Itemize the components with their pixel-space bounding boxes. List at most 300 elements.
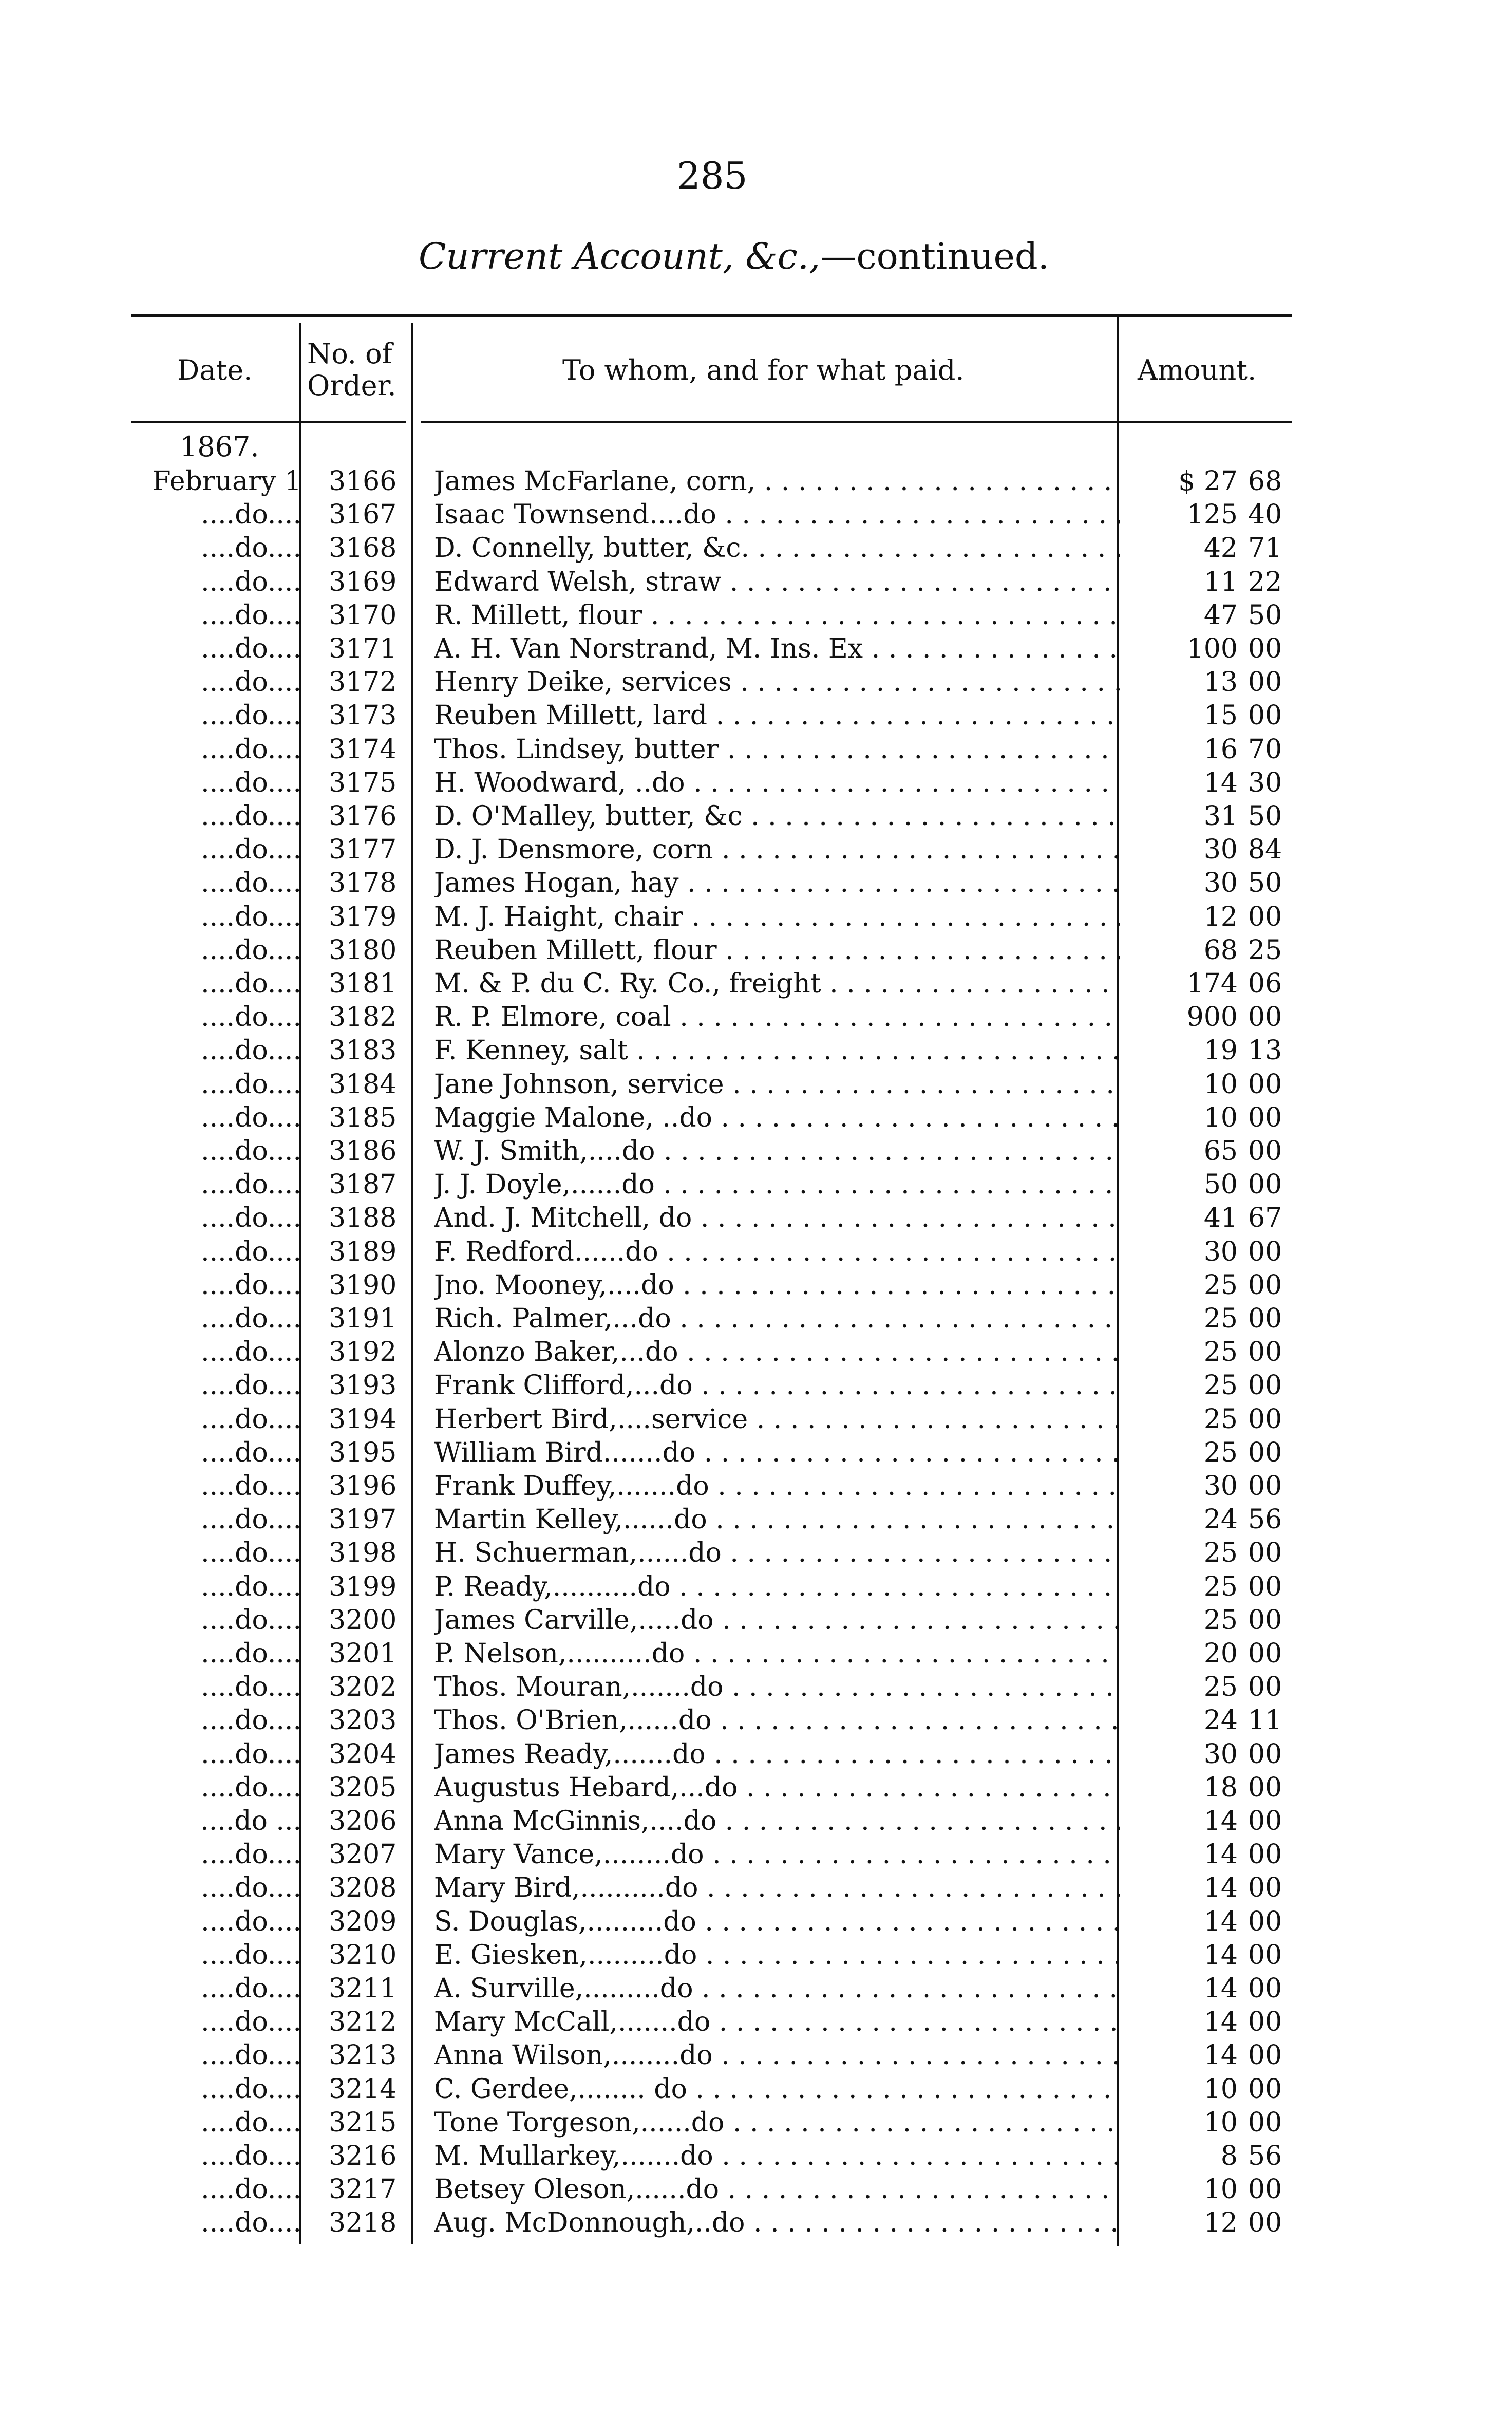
row-date: ....do.... <box>201 1872 301 1904</box>
row-amount-dollars: 25 <box>1203 1604 1238 1636</box>
row-order-number: 3184 <box>329 1069 397 1100</box>
row-amount-cents: 00 <box>1248 2174 1282 2205</box>
row-order-number: 3215 <box>329 2107 397 2138</box>
header-order-line1: No. of <box>307 338 392 370</box>
header-underline-left <box>131 421 406 423</box>
table-row <box>0 934 1512 967</box>
row-date: February 1 <box>152 466 301 497</box>
row-date: ....do.... <box>201 667 301 698</box>
row-payee: A. H. Van Norstrand, M. Ins. Ex . . . <box>434 632 1120 666</box>
row-amount-dollars: 47 <box>1203 600 1238 631</box>
table-row <box>0 1068 1512 1101</box>
row-order-number: 3210 <box>329 1939 397 1971</box>
row-payee: Betsey Oleson,......do . . . <box>434 2173 1120 2206</box>
row-amount-dollars: $ 27 <box>1178 466 1238 497</box>
row-payee: R. P. Elmore, coal . . . <box>434 1001 1120 1034</box>
row-amount-dollars: 10 <box>1203 2073 1238 2105</box>
row-date: ....do.... <box>201 1403 301 1435</box>
table-row <box>0 833 1512 867</box>
table-row <box>0 1168 1512 1202</box>
row-amount-cents: 13 <box>1248 1035 1282 1066</box>
row-payee: Mary Vance,........do . . . <box>434 1838 1120 1871</box>
row-payee: D. O'Malley, butter, &c . . . <box>434 800 1120 833</box>
row-order-number: 3181 <box>329 968 397 999</box>
row-amount-dollars: 10 <box>1203 2174 1238 2205</box>
table-row <box>0 1436 1512 1470</box>
row-date: ....do.... <box>201 1738 301 1770</box>
table-row <box>0 2140 1512 2173</box>
row-payee: Mary Bird,..........do . . . <box>434 1871 1120 1905</box>
row-payee: And. J. Mitchell, do . . . <box>434 1202 1120 1235</box>
row-date: ....do.... <box>201 1839 301 1870</box>
row-date: ....do.... <box>201 1370 301 1401</box>
row-date: ....do.... <box>201 1906 301 1937</box>
row-amount-cents: 00 <box>1248 700 1282 732</box>
table-row <box>0 599 1512 632</box>
row-amount-cents: 00 <box>1248 1872 1282 1904</box>
table-row <box>0 1235 1512 1269</box>
row-order-number: 3171 <box>329 633 397 664</box>
row-payee: Maggie Malone, ..do . . . <box>434 1101 1120 1135</box>
row-date: ....do.... <box>201 734 301 765</box>
row-amount-dollars: 14 <box>1203 1939 1238 1971</box>
row-amount-dollars: 30 <box>1203 868 1238 899</box>
row-amount-dollars: 8 <box>1220 2141 1238 2171</box>
table-row <box>0 532 1512 565</box>
row-date: ....do.... <box>201 868 301 899</box>
header-order-line2: Order. <box>307 369 396 402</box>
row-amount-dollars: 25 <box>1203 1571 1238 1602</box>
row-amount-cents: 00 <box>1248 1136 1282 1167</box>
row-amount-cents: 00 <box>1248 1303 1282 1334</box>
row-amount-cents: 06 <box>1248 968 1282 999</box>
row-order-number: 3186 <box>329 1136 397 1167</box>
table-row <box>0 1403 1512 1436</box>
row-order-number: 3212 <box>329 2007 397 2038</box>
row-amount-cents: 56 <box>1248 1504 1282 1535</box>
row-amount-dollars: 14 <box>1203 2007 1238 2038</box>
row-date: ....do.... <box>201 600 301 631</box>
row-amount-cents: 00 <box>1248 1638 1282 1669</box>
row-payee: Edward Welsh, straw . . . <box>434 566 1120 599</box>
table-row <box>0 1604 1512 1637</box>
row-payee: James Hogan, hay . . . <box>434 867 1120 900</box>
row-payee: J. J. Doyle,......do . . . <box>434 1168 1120 1202</box>
row-amount-cents: 00 <box>1248 1370 1282 1401</box>
row-payee: Reuben Millett, lard . . . <box>434 699 1120 733</box>
row-amount-cents: 00 <box>1248 1772 1282 1803</box>
table-row <box>0 1704 1512 1737</box>
row-amount-dollars: 18 <box>1203 1772 1238 1803</box>
row-order-number: 3192 <box>329 1337 397 1368</box>
table-row <box>0 1202 1512 1235</box>
page-number: 285 <box>677 154 748 197</box>
table-row <box>0 1771 1512 1805</box>
row-amount-dollars: 10 <box>1203 1102 1238 1133</box>
table-row <box>0 1972 1512 2006</box>
table-row <box>0 1135 1512 1168</box>
row-amount-cents: 00 <box>1248 1337 1282 1368</box>
table-row <box>0 800 1512 833</box>
row-date: ....do.... <box>201 934 301 966</box>
row-amount-dollars: 30 <box>1203 1471 1238 1502</box>
table-row <box>0 1738 1512 1771</box>
row-payee: H. Schuerman,......do . . . <box>434 1537 1120 1570</box>
row-amount-dollars: 20 <box>1203 1638 1238 1669</box>
row-payee: James McFarlane, corn, . . . <box>434 465 1120 498</box>
row-order-number: 3170 <box>329 600 397 631</box>
row-date: ....do.... <box>201 1939 301 1971</box>
row-amount-dollars: 14 <box>1203 1973 1238 2004</box>
row-payee: F. Kenney, salt . . . <box>434 1034 1120 1067</box>
row-payee: D. J. Densmore, corn . . . <box>434 833 1120 867</box>
table-row <box>0 1369 1512 1402</box>
table-row <box>0 766 1512 800</box>
row-amount-dollars: 24 <box>1203 1504 1238 1535</box>
row-order-number: 3198 <box>329 1538 397 1569</box>
row-date: ....do.... <box>201 1303 301 1334</box>
page-title-continued: —continued. <box>820 235 1049 277</box>
row-date: ....do.... <box>201 566 301 597</box>
row-amount-cents: 00 <box>1248 1738 1282 1770</box>
table-row <box>0 1470 1512 1503</box>
row-order-number: 3201 <box>329 1638 397 1669</box>
row-amount-cents: 00 <box>1248 633 1282 664</box>
row-date: ....do.... <box>201 1102 301 1133</box>
page-title-italic: Current Account, &c., <box>419 235 821 277</box>
table-row <box>0 1001 1512 1034</box>
row-order-number: 3180 <box>329 934 397 966</box>
row-amount-cents: 00 <box>1248 1939 1282 1971</box>
header-payee: To whom, and for what paid. <box>562 354 965 386</box>
row-order-number: 3209 <box>329 1906 397 1937</box>
table-row <box>0 465 1512 498</box>
row-order-number: 3187 <box>329 1169 397 1201</box>
row-payee: E. Giesken,.........do . . . <box>434 1939 1120 1972</box>
table-row <box>0 1570 1512 1604</box>
table-row <box>0 1302 1512 1336</box>
row-amount-cents: 22 <box>1248 566 1282 597</box>
row-date: ....do.... <box>201 2174 301 2205</box>
table-row <box>0 901 1512 934</box>
table-row <box>0 1838 1512 1871</box>
row-order-number: 3185 <box>329 1102 397 1133</box>
row-order-number: 3182 <box>329 1002 397 1033</box>
row-amount-dollars: 125 <box>1186 499 1238 531</box>
row-payee: Reuben Millett, flour . . . <box>434 934 1120 967</box>
row-date: ....do.... <box>201 633 301 664</box>
row-payee: P. Nelson,..........do . . . <box>434 1637 1120 1671</box>
row-date: ....do.... <box>201 1672 301 1703</box>
row-order-number: 3166 <box>329 466 397 497</box>
row-order-number: 3177 <box>329 834 397 866</box>
table-row <box>0 967 1512 1001</box>
row-date: ....do.... <box>201 1471 301 1502</box>
row-amount-cents: 00 <box>1248 1571 1282 1602</box>
row-amount-dollars: 41 <box>1203 1203 1238 1234</box>
table-row <box>0 632 1512 666</box>
row-date: ....do.... <box>201 1705 301 1736</box>
row-payee: Herbert Bird,....service . . . <box>434 1403 1120 1436</box>
row-order-number: 3199 <box>329 1571 397 1602</box>
row-date: ....do.... <box>201 1504 301 1535</box>
row-order-number: 3167 <box>329 499 397 531</box>
row-amount-cents: 84 <box>1248 834 1282 866</box>
row-order-number: 3217 <box>329 2174 397 2205</box>
table-row <box>0 2006 1512 2039</box>
row-order-number: 3193 <box>329 1370 397 1401</box>
row-amount-dollars: 30 <box>1203 1738 1238 1770</box>
row-amount-dollars: 14 <box>1203 1906 1238 1937</box>
row-payee: Mary McCall,.......do . . . <box>434 2006 1120 2039</box>
row-payee: Isaac Townsend....do . . . <box>434 498 1120 532</box>
row-date: ....do.... <box>201 1337 301 1368</box>
row-order-number: 3207 <box>329 1839 397 1870</box>
row-amount-cents: 00 <box>1248 667 1282 698</box>
row-payee: M. Mullarkey,.......do . . . <box>434 2140 1120 2173</box>
row-amount-cents: 50 <box>1248 868 1282 899</box>
row-amount-dollars: 900 <box>1186 1002 1238 1033</box>
header-amount: Amount. <box>1138 354 1257 386</box>
row-amount-cents: 00 <box>1248 901 1282 932</box>
table-row <box>0 2173 1512 2206</box>
row-date: ....do.... <box>201 2141 301 2171</box>
table-row <box>0 1871 1512 1905</box>
row-order-number: 3172 <box>329 667 397 698</box>
row-date: ....do.... <box>201 2207 301 2239</box>
row-amount-cents: 00 <box>1248 1806 1282 1837</box>
row-amount-cents: 00 <box>1248 1269 1282 1301</box>
row-order-number: 3195 <box>329 1437 397 1468</box>
row-amount-cents: 00 <box>1248 1839 1282 1870</box>
row-date: ....do.... <box>201 801 301 832</box>
row-payee: Anna Wilson,........do . . . <box>434 2039 1120 2072</box>
row-payee: Jane Johnson, service . . . <box>434 1068 1120 1101</box>
row-order-number: 3176 <box>329 801 397 832</box>
row-date: ....do.... <box>201 1069 301 1100</box>
table-row <box>0 867 1512 900</box>
row-date: ....do.... <box>201 1269 301 1301</box>
row-order-number: 3203 <box>329 1705 397 1736</box>
row-amount-dollars: 25 <box>1203 1370 1238 1401</box>
table-row <box>0 2073 1512 2106</box>
row-date: ....do.... <box>201 2007 301 2038</box>
row-order-number: 3178 <box>329 868 397 899</box>
table-row <box>0 1336 1512 1369</box>
row-amount-cents: 00 <box>1248 1403 1282 1435</box>
row-amount-cents: 30 <box>1248 767 1282 798</box>
row-order-number: 3208 <box>329 1872 397 1904</box>
row-amount-cents: 00 <box>1248 1604 1282 1636</box>
row-order-number: 3211 <box>329 1973 397 2004</box>
row-amount-cents: 00 <box>1248 1236 1282 1267</box>
row-amount-dollars: 30 <box>1203 1236 1238 1267</box>
row-payee: W. J. Smith,....do . . . <box>434 1135 1120 1168</box>
row-payee: James Ready,.......do . . . <box>434 1738 1120 1771</box>
row-payee: William Bird.......do . . . <box>434 1436 1120 1470</box>
row-order-number: 3189 <box>329 1236 397 1267</box>
page-title <box>419 235 1049 277</box>
row-amount-cents: 00 <box>1248 1437 1282 1468</box>
row-date: ....do.... <box>201 834 301 866</box>
row-date: ....do.... <box>201 1035 301 1066</box>
row-date: ....do.... <box>201 1571 301 1602</box>
row-amount-cents: 70 <box>1248 734 1282 765</box>
row-order-number: 3214 <box>329 2073 397 2105</box>
row-payee: Anna McGinnis,....do . . . <box>434 1805 1120 1838</box>
row-amount-dollars: 14 <box>1203 767 1238 798</box>
row-amount-cents: 00 <box>1248 2207 1282 2239</box>
row-order-number: 3191 <box>329 1303 397 1334</box>
year-label: 1867. <box>180 430 259 463</box>
row-amount-cents: 40 <box>1248 499 1282 531</box>
row-date: ....do.... <box>201 2107 301 2138</box>
table-row <box>0 498 1512 532</box>
table-row <box>0 1269 1512 1302</box>
row-date: ....do.... <box>201 1203 301 1234</box>
header-underline-right <box>421 421 1292 423</box>
row-amount-dollars: 25 <box>1203 1403 1238 1435</box>
table-row <box>0 1905 1512 1939</box>
header-date: Date. <box>177 354 253 386</box>
row-date: ....do.... <box>201 968 301 999</box>
table-row <box>0 2206 1512 2240</box>
row-payee: M. J. Haight, chair . . . <box>434 901 1120 934</box>
row-date: ....do.... <box>201 1973 301 2004</box>
row-amount-dollars: 15 <box>1203 700 1238 732</box>
table-row <box>0 666 1512 699</box>
row-order-number: 3216 <box>329 2141 397 2171</box>
row-amount-cents: 25 <box>1248 934 1282 966</box>
row-amount-dollars: 42 <box>1203 533 1238 564</box>
row-amount-cents: 00 <box>1248 1973 1282 2004</box>
row-amount-cents: 00 <box>1248 1002 1282 1033</box>
row-date: ....do.... <box>201 499 301 531</box>
row-payee: Thos. Lindsey, butter . . . <box>434 733 1120 766</box>
row-amount-dollars: 25 <box>1203 1269 1238 1301</box>
row-order-number: 3196 <box>329 1471 397 1502</box>
row-date: ....do.... <box>201 1538 301 1569</box>
row-amount-dollars: 19 <box>1203 1035 1238 1066</box>
row-amount-cents: 00 <box>1248 1069 1282 1100</box>
row-date: ....do.... <box>201 901 301 932</box>
row-amount-dollars: 25 <box>1203 1538 1238 1569</box>
row-order-number: 3168 <box>329 533 397 564</box>
row-amount-dollars: 100 <box>1186 633 1238 664</box>
row-order-number: 3205 <box>329 1772 397 1803</box>
row-amount-dollars: 14 <box>1203 1806 1238 1837</box>
row-payee: H. Woodward, ..do . . . <box>434 766 1120 800</box>
row-amount-cents: 00 <box>1248 1538 1282 1569</box>
row-payee: F. Redford......do . . . <box>434 1235 1120 1269</box>
row-date: ....do.... <box>201 700 301 732</box>
row-payee: Aug. McDonnough,..do . . . <box>434 2206 1120 2240</box>
row-amount-cents: 50 <box>1248 600 1282 631</box>
row-date: ....do.... <box>201 1638 301 1669</box>
row-amount-dollars: 10 <box>1203 2107 1238 2138</box>
row-order-number: 3175 <box>329 767 397 798</box>
row-payee: Frank Clifford,...do . . . <box>434 1369 1120 1402</box>
row-amount-cents: 00 <box>1248 2040 1282 2071</box>
row-amount-dollars: 10 <box>1203 1069 1238 1100</box>
table-row <box>0 733 1512 766</box>
row-date: ....do.... <box>201 1604 301 1636</box>
row-amount-cents: 11 <box>1248 1705 1282 1736</box>
row-amount-dollars: 50 <box>1203 1169 1238 1201</box>
table-row <box>0 566 1512 599</box>
row-date: ....do.... <box>201 1002 301 1033</box>
row-amount-cents: 00 <box>1248 1102 1282 1133</box>
table-row <box>0 1101 1512 1135</box>
row-amount-dollars: 25 <box>1203 1337 1238 1368</box>
row-date: ....do ... <box>200 1806 301 1837</box>
row-payee: Tone Torgeson,......do . . . <box>434 2106 1120 2140</box>
row-amount-dollars: 65 <box>1203 1136 1238 1167</box>
row-date: ....do.... <box>201 1169 301 1201</box>
table-row <box>0 1671 1512 1704</box>
row-amount-cents: 00 <box>1248 1471 1282 1502</box>
row-order-number: 3183 <box>329 1035 397 1066</box>
row-payee: Alonzo Baker,...do . . . <box>434 1336 1120 1369</box>
row-amount-dollars: 13 <box>1203 667 1238 698</box>
row-amount-dollars: 68 <box>1203 934 1238 966</box>
row-order-number: 3174 <box>329 734 397 765</box>
row-amount-dollars: 25 <box>1203 1672 1238 1703</box>
row-order-number: 3213 <box>329 2040 397 2071</box>
row-amount-cents: 00 <box>1248 1906 1282 1937</box>
row-payee: P. Ready,..........do . . . <box>434 1570 1120 1604</box>
row-amount-dollars: 16 <box>1203 734 1238 765</box>
row-amount-cents: 00 <box>1248 2007 1282 2038</box>
row-amount-dollars: 30 <box>1203 834 1238 866</box>
row-amount-cents: 00 <box>1248 2107 1282 2138</box>
row-payee: Henry Deike, services . . . <box>434 666 1120 699</box>
row-order-number: 3190 <box>329 1269 397 1301</box>
row-order-number: 3202 <box>329 1672 397 1703</box>
row-order-number: 3218 <box>329 2207 397 2239</box>
row-payee: C. Gerdee,........ do . . . <box>434 2073 1120 2106</box>
row-order-number: 3179 <box>329 901 397 932</box>
row-amount-dollars: 14 <box>1203 1839 1238 1870</box>
table-row <box>0 1503 1512 1537</box>
row-payee: Martin Kelley,......do . . . <box>434 1503 1120 1537</box>
row-amount-dollars: 25 <box>1203 1303 1238 1334</box>
row-date: ....do.... <box>201 767 301 798</box>
row-payee: Rich. Palmer,...do . . . <box>434 1302 1120 1336</box>
row-order-number: 3206 <box>329 1806 397 1837</box>
row-payee: Frank Duffey,.......do . . . <box>434 1470 1120 1503</box>
row-payee: Jno. Mooney,....do . . . <box>434 1269 1120 1302</box>
row-payee: A. Surville,.........do . . . <box>434 1972 1120 2006</box>
row-order-number: 3204 <box>329 1738 397 1770</box>
table-row <box>0 1637 1512 1671</box>
row-amount-cents: 67 <box>1248 1203 1282 1234</box>
row-payee: M. & P. du C. Ry. Co., freight . . . <box>434 967 1120 1001</box>
row-amount-dollars: 25 <box>1203 1437 1238 1468</box>
table-row <box>0 2106 1512 2140</box>
row-amount-dollars: 14 <box>1203 2040 1238 2071</box>
row-amount-dollars: 11 <box>1203 566 1238 597</box>
row-amount-dollars: 14 <box>1203 1872 1238 1904</box>
row-amount-cents: 00 <box>1248 2073 1282 2105</box>
row-payee: Thos. O'Brien,......do . . . <box>434 1704 1120 1737</box>
row-payee: D. Connelly, butter, &c. . . . <box>434 532 1120 565</box>
row-amount-cents: 71 <box>1248 533 1282 564</box>
row-amount-dollars: 12 <box>1203 2207 1238 2239</box>
row-date: ....do.... <box>201 1437 301 1468</box>
row-amount-cents: 00 <box>1248 1169 1282 1201</box>
row-order-number: 3188 <box>329 1203 397 1234</box>
